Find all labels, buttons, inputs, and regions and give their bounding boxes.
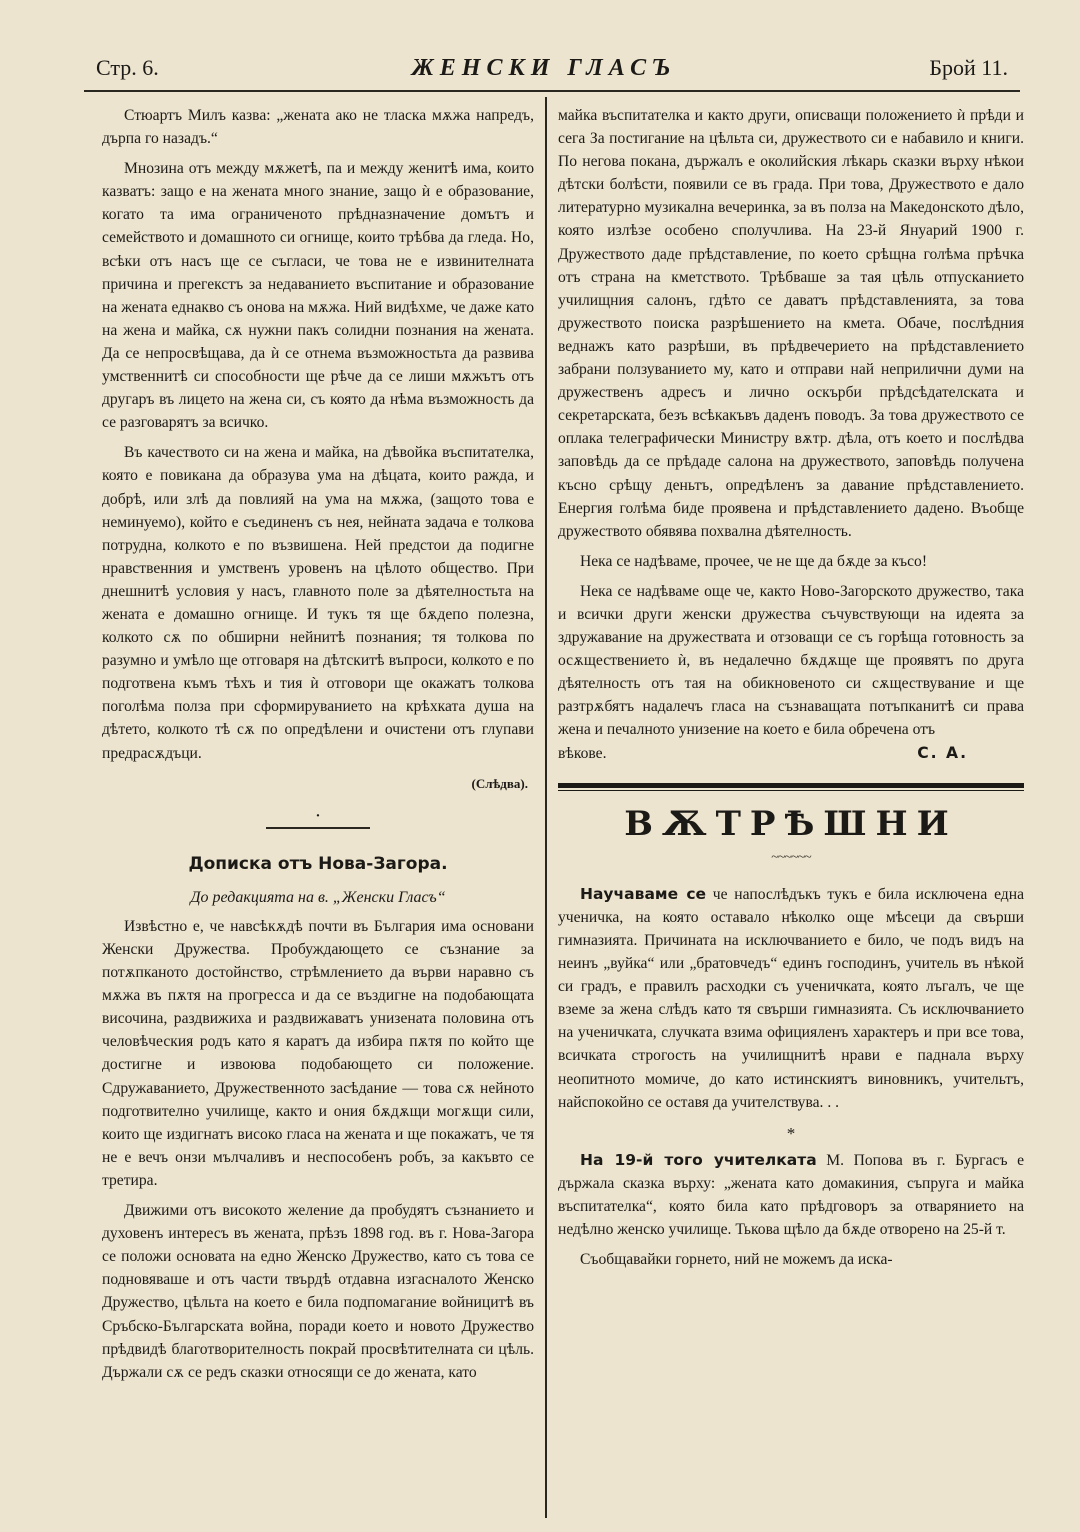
last-line: вѣкове. <box>558 744 607 762</box>
left-paragraph-1: Стюартъ Милъ казва: „жената ако не тласка мѫжа напредъ, дърпа го назадъ.“ <box>102 107 534 148</box>
left-paragraph-2: Мнозина отъ между мѫжетѣ, па и между женитѣ има, които казватъ: защо е на жената много знание, защо ѝ е образование, когато та има ограниченото прѣдназначение домътъ и семейството и домашното си огнище, които трѣбва да гледа. Но, всѣки отъ насъ ще се съгласи, че това не е извинителната причина и прегекстъ за недаванието въспитание и образование на жената еднакво съ онова на мѫжа. Ний видѣхме, че даже като на жена и майка, сѫ нужни пакъ солидни познания на жената. Да се непросвѣщава, да ѝ се отнема възможностьта да развива умственнитѣ си способности ще рѣче да се лиши мѫжътъ отъ другаръ въ лицето на жена си, съ която да нѣма възможность да се разговарятъ за всичко. <box>102 160 534 432</box>
letter-paragraph-1: Извѣстно е, че навсѣкѫдѣ почти въ България има основани Женски Дружества. Пробуждающето се съзнание за потѫпканото достойнство, стрѣмлението да върви наравно съ мѫжа въ пѫтя на прогресса и да се въздигне на подобающата височина, раздвижиха и раздвижаватъ унизената половина отъ человѣческия родъ като я каратъ да избира пѫтя по който ще достигне и извоюва подобающето си положение. Сдружаванието, Дружественното засѣдание — това сѫ нейното подготвително училище, както и ония бѫдѫщи могѫщи сили, които ще издигнатъ високо гласа на жената и ще покажатъ, че тя не е вечъ онзи мълчаливъ и неспособенъ робъ, за какъвто се третира. <box>102 917 534 1189</box>
header-rule <box>84 90 1020 92</box>
news-2-text: М. Попова въ г. Бургасъ е държала сказка върху: „жената като домакиния, съпруга и майка въспитателка“, която била като прѣдговоръ за отварянието на недѣлно женско училище. Тькова щѣло да бѫде отворено на 25-й т. <box>558 1151 1024 1239</box>
author-signature: С. А. <box>917 743 968 762</box>
column-divider <box>545 97 547 1518</box>
right-paragraph-2: Нека се надѣваме, прочее, че не ще да бѫде за късо! <box>580 552 928 570</box>
star-separator: * <box>786 1123 796 1143</box>
issue-number: Брой 11. <box>929 55 1008 80</box>
section-rule-thin <box>558 790 1024 791</box>
news-2-lead: На 19-й того учителката <box>580 1150 817 1169</box>
right-column <box>558 104 1024 1518</box>
news-1-lead: Научаваме се <box>580 884 707 903</box>
letter-title: Дописка отъ Нова-Загора. <box>188 853 448 874</box>
section-rule-thick <box>558 783 1024 788</box>
separator-rule <box>266 827 370 829</box>
letter-subtitle: До редакцията на в. „Женски Гласъ“ <box>190 888 446 906</box>
right-paragraph-3: Нека се надѣваме още че, както Ново-Загорското дружество, така и всички други женски дружества съчувствующи на идеята за здружавание на дружествата и отзоващи се съ горѣща готовность за осѫществението ѝ, въ недалечно бѫдѫще ще проявятъ по друга дѣятелность отъ тая на обикновеното си сѫществувание и ще разтрѫбятъ надалечъ гласа на съзнаващата потъпканитѣ си права жена и печалното унизение на което е била обречена отъ <box>558 582 1024 739</box>
separator-dot: · <box>314 804 322 827</box>
continued-note: (Слѣдва). <box>471 775 528 791</box>
news-item-1 <box>558 883 1024 1114</box>
news-1-text: че напослѣдъкъ тукъ е била исключена една ученичка, на която оставало нѣколко още мѣсеци да свърши гимназията. Причината на исключванието е било, че подъ видъ на неинъ „вуйка“ или „братовчедъ“ единъ господинъ, учитель въ нѣкой си градъ, е правилъ расходки съ ученичката, която лъгалъ, че ще вземе за жена слѣдъ като тя свърши гимназията. Съ исключванието на ученичката, случката взима официяленъ характеръ и при все това, всичката строгость на училищнитѣ нрави е паднала върху неопитното момиче, до като истинскиятъ виновникъ, учительтъ, найспокойно се оставя да учителствува. . . <box>558 885 1024 1111</box>
section-title: ВѪТРѢШНИ <box>624 803 958 844</box>
letter-paragraph-2: Движими отъ високото желение да пробудятъ съзнанието и духовенъ интересъ въ жената, прѣзъ 1898 год. въ г. Нова-Загора се положи основата на едно Женско Дружество, като съ това се подновяваше и отъ части твърдѣ отдавна изгасналото Женско Дружество, цѣльта на което е била подпомагание войницитѣ въ Сръбско-Българската война, поради което и новото Дружество прѣдвидѣ благотворителность покрай просвѣтителната си цѣль. Държали сѫ се редъ сказки относящи се до жената, като <box>102 1202 534 1381</box>
left-paragraph-3: Въ качеството си на жена и майка, на дѣвойка въспитателка, която е повикана да образува ума на дѣцата, които ражда, и добрѣ, или злѣ да повлияй на ума на мѫжа, (защото това е неминуемо), който е съединенъ съ нея, нейната задача е толкова потрудна, колкото е по възвишена. Ней предстои да подигне нравственния и умственъ уровенъ на цѣлото общество. При днешнитѣ условия у насъ, главното поле за дѣятелностьта на жената е домашно огнище. И тукъ тя ще бѫдепо полезна, колкото сѫ по обширни нейнитѣ познания; тя толкова по разумно и умѣло ще отговаря на дѣтскитѣ въпроси, колкото е по подготвена къмъ тѣхъ и тия ѝ отговори ще окажатъ толкова поголѣма полза при сформируванието на крѣхката душа на дѣтето, колкото тѣ сѫ по опредѣлени и очистени отъ глупави предрасѫдъци. <box>102 444 534 762</box>
right-paragraph-1: майка въспитателка и както други, описващи положението ѝ прѣди и сега За постигание на цѣльта си, дружеството си е набавило и книги. По негова покана, държалъ е околийския лѣкарь сказки върху нѣкои дѣтски болѣсти, появили се въ града. При това, Дружеството е дало литературно музикална вечеринка, за въ полза на Македонското дѣло, която излѣзе особено сполучлива. На 23-й Януарий 1900 г. Дружеството даде прѣдставление, по което срѣщна голѣма прѣчка отъ страна на кметството. Трѣбваше за тая цѣль отпусканието училищния салонъ, гдѣто се даватъ прѣдставленията, за това дружеството поиска разрѣшението на кмета. Обаче, послѣдния веднажъ като разрѣши, въ прѣдвечерието на прѣдставлението забрани ползуванието му, като и отправи най неприлични думи на дружественъ адресъ и лично оскърби прѣдсѣдателската и секретарската, безъ всѣкакъвъ даденъ поводъ. За това дружеството се оплака телеграфически Министру вѫтр. дѣла, отъ което и послѣдва заповѣдь да се прѣдаде салона на дружеството, заповѣдь получена късно срѣщу деньтъ, опредѣленъ за давание прѣдставлението. Енергия голѣма биде проявена и прѣдставлението дадено. Въобще дружеството обявява похвална дѣятелность. <box>558 107 1024 540</box>
page-header <box>96 50 1008 86</box>
signature-line <box>558 742 1024 765</box>
ornament-icon: ~~~~~~ <box>771 849 811 865</box>
page-number: Стр. 6. <box>96 55 159 80</box>
news-item-2 <box>558 1149 1024 1241</box>
newspaper-title: ЖЕНСКИ ГЛАСЪ <box>411 54 677 81</box>
left-column <box>102 104 534 1518</box>
news-item-3: Съобщавайки горнето, ний не можемъ да иска- <box>580 1251 893 1269</box>
